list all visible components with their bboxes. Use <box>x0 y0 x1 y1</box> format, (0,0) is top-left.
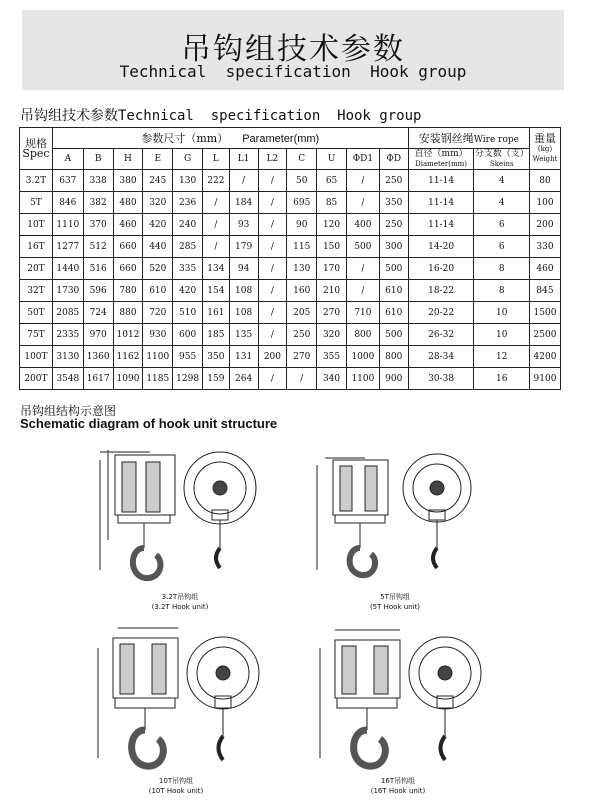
table-row <box>20 280 561 302</box>
value-cell: 1277 <box>52 236 83 258</box>
col-header: A <box>52 149 83 170</box>
value-cell: 11-14 <box>408 214 474 236</box>
value-cell: 600 <box>173 324 203 346</box>
value-cell: 270 <box>287 346 317 368</box>
col-header: L2 <box>258 149 287 170</box>
value-cell: 6 <box>474 236 530 258</box>
value-cell: 610 <box>379 302 408 324</box>
value-cell: 520 <box>143 258 173 280</box>
value-cell: 9100 <box>530 368 561 390</box>
value-cell: 18-22 <box>408 280 474 302</box>
diameter-header-cn: 直径（mm） <box>414 149 468 159</box>
col-header: L1 <box>229 149 258 170</box>
value-cell: 320 <box>143 192 173 214</box>
value-cell: 510 <box>173 302 203 324</box>
value-cell: 185 <box>203 324 230 346</box>
value-cell: 420 <box>143 214 173 236</box>
value-cell: 108 <box>229 302 258 324</box>
figure-caption-cn: 3.2T吊钩组 <box>161 593 199 601</box>
value-cell: 85 <box>317 192 347 214</box>
skeins-header <box>474 149 530 170</box>
value-cell: 205 <box>287 302 317 324</box>
value-cell: 131 <box>229 346 258 368</box>
figure-caption-en: (10T Hook unit) <box>148 787 204 795</box>
value-cell: 1500 <box>530 302 561 324</box>
value-cell: 420 <box>173 280 203 302</box>
spec-cell: 20T <box>20 258 53 280</box>
value-cell: 200 <box>530 214 561 236</box>
value-cell: 250 <box>287 324 317 346</box>
value-cell: 610 <box>379 280 408 302</box>
table-row <box>20 170 561 192</box>
value-cell: 12 <box>474 346 530 368</box>
value-cell: 1298 <box>173 368 203 390</box>
header-banner <box>22 10 564 90</box>
diagram-title-en: Schematic diagram of hook unit structure <box>20 416 278 431</box>
value-cell: 320 <box>317 324 347 346</box>
value-cell: 161 <box>203 302 230 324</box>
value-cell: 720 <box>143 302 173 324</box>
value-cell: / <box>203 192 230 214</box>
value-cell: 1110 <box>52 214 83 236</box>
value-cell: 264 <box>229 368 258 390</box>
value-cell: 11-14 <box>408 192 474 214</box>
value-cell: 1000 <box>346 346 379 368</box>
value-cell: 440 <box>143 236 173 258</box>
spec-cell: 16T <box>20 236 53 258</box>
value-cell: 1090 <box>113 368 143 390</box>
value-cell: 350 <box>379 192 408 214</box>
value-cell: / <box>346 192 379 214</box>
value-cell: 500 <box>346 236 379 258</box>
weight-header-en: Weight <box>532 154 558 163</box>
value-cell: 610 <box>143 280 173 302</box>
value-cell: 100 <box>530 192 561 214</box>
value-cell: 1360 <box>83 346 113 368</box>
wire-header-cn: 安装钢丝绳 <box>418 132 474 145</box>
value-cell: 3130 <box>52 346 83 368</box>
diagram-title-cn: 吊钩组结构示意图 <box>20 404 117 418</box>
value-cell: 26-32 <box>408 324 474 346</box>
value-cell: 65 <box>317 170 347 192</box>
value-cell: 4 <box>474 170 530 192</box>
value-cell: 8 <box>474 280 530 302</box>
value-cell: 1100 <box>346 368 379 390</box>
value-cell: 500 <box>379 324 408 346</box>
value-cell: 16-20 <box>408 258 474 280</box>
value-cell: 596 <box>83 280 113 302</box>
value-cell: 380 <box>113 170 143 192</box>
value-cell: 460 <box>530 258 561 280</box>
value-cell: 340 <box>317 368 347 390</box>
value-cell: 4 <box>474 192 530 214</box>
value-cell: 6 <box>474 214 530 236</box>
value-cell: 154 <box>203 280 230 302</box>
value-cell: 2335 <box>52 324 83 346</box>
value-cell: 930 <box>143 324 173 346</box>
value-cell: 970 <box>83 324 113 346</box>
value-cell: 500 <box>379 258 408 280</box>
value-cell: / <box>346 258 379 280</box>
wire-header <box>408 128 529 149</box>
value-cell: / <box>258 368 287 390</box>
value-cell: 8 <box>474 258 530 280</box>
value-cell: 160 <box>287 280 317 302</box>
col-header: ΦD1 <box>346 149 379 170</box>
value-cell: 11-14 <box>408 170 474 192</box>
table-row <box>20 368 561 390</box>
value-cell: 800 <box>379 346 408 368</box>
value-cell: 880 <box>113 302 143 324</box>
weight-header-cn: 重量 <box>534 131 556 145</box>
figure-caption-en: (5T Hook unit) <box>369 603 421 611</box>
col-header: B <box>83 149 113 170</box>
value-cell: 240 <box>173 214 203 236</box>
table-row <box>20 236 561 258</box>
value-cell: 245 <box>143 170 173 192</box>
param-header-cn: 参数尺寸（mm） <box>141 132 229 145</box>
value-cell: 780 <box>113 280 143 302</box>
spec-cell: 200T <box>20 368 53 390</box>
banner-title-cn: 吊钩组技术参数 <box>181 32 405 67</box>
col-header: C <box>287 149 317 170</box>
value-cell: 1100 <box>143 346 173 368</box>
value-cell: 130 <box>287 258 317 280</box>
value-cell: 330 <box>530 236 561 258</box>
spec-table <box>19 127 561 390</box>
value-cell: 200 <box>258 346 287 368</box>
value-cell: 130 <box>173 170 203 192</box>
value-cell: 516 <box>83 258 113 280</box>
table-title-en: Technical specification Hook group <box>118 108 422 124</box>
value-cell: 115 <box>287 236 317 258</box>
figure-caption-3-2t <box>120 592 240 612</box>
diameter-header <box>408 149 474 170</box>
table-row <box>20 192 561 214</box>
value-cell: 134 <box>203 258 230 280</box>
param-header <box>52 128 408 149</box>
spec-cell: 50T <box>20 302 53 324</box>
weight-header <box>530 128 561 170</box>
value-cell: 270 <box>317 302 347 324</box>
figure-caption-cn: 10T吊钩组 <box>158 777 194 785</box>
value-cell: 250 <box>379 214 408 236</box>
spec-cell: 5T <box>20 192 53 214</box>
value-cell: / <box>346 280 379 302</box>
value-cell: / <box>287 368 317 390</box>
value-cell: 236 <box>173 192 203 214</box>
value-cell: / <box>258 170 287 192</box>
value-cell: 845 <box>530 280 561 302</box>
value-cell: / <box>258 280 287 302</box>
value-cell: 28-34 <box>408 346 474 368</box>
value-cell: 2085 <box>52 302 83 324</box>
value-cell: 285 <box>173 236 203 258</box>
hook-unit-drawing-16t <box>310 618 490 795</box>
figure-caption-cn: 16T吊钩组 <box>380 777 416 785</box>
figure-caption-10t <box>116 776 236 796</box>
spec-cell: 10T <box>20 214 53 236</box>
diameter-header-en: Diameter(mm) <box>415 160 467 168</box>
value-cell: 179 <box>229 236 258 258</box>
value-cell: 14-20 <box>408 236 474 258</box>
value-cell: 50 <box>287 170 317 192</box>
value-cell: / <box>258 192 287 214</box>
value-cell: 3548 <box>52 368 83 390</box>
col-header: G <box>173 149 203 170</box>
table-row <box>20 302 561 324</box>
spec-header-cn: 规格 <box>24 136 47 150</box>
value-cell: 800 <box>346 324 379 346</box>
value-cell: 660 <box>113 258 143 280</box>
weight-header-unit: (kg) <box>537 144 553 153</box>
skeins-header-cn: 分支数（支） <box>474 149 529 159</box>
value-cell: / <box>346 170 379 192</box>
value-cell: / <box>203 236 230 258</box>
col-header: E <box>143 149 173 170</box>
table-title <box>20 105 421 125</box>
value-cell: 338 <box>83 170 113 192</box>
value-cell: 1162 <box>113 346 143 368</box>
value-cell: / <box>229 170 258 192</box>
value-cell: 1440 <box>52 258 83 280</box>
value-cell: 900 <box>379 368 408 390</box>
value-cell: 400 <box>346 214 379 236</box>
value-cell: 710 <box>346 302 379 324</box>
value-cell: 2500 <box>530 324 561 346</box>
value-cell: / <box>258 302 287 324</box>
value-cell: / <box>203 214 230 236</box>
col-header: ΦD <box>379 149 408 170</box>
value-cell: 150 <box>317 236 347 258</box>
value-cell: 159 <box>203 368 230 390</box>
spec-cell: 32T <box>20 280 53 302</box>
value-cell: 135 <box>229 324 258 346</box>
figure-caption-5t <box>335 592 455 612</box>
value-cell: 382 <box>83 192 113 214</box>
value-cell: 90 <box>287 214 317 236</box>
wire-header-en: Wire rope <box>473 135 519 145</box>
value-cell: 350 <box>203 346 230 368</box>
value-cell: 300 <box>379 236 408 258</box>
spec-cell: 100T <box>20 346 53 368</box>
value-cell: 660 <box>113 236 143 258</box>
value-cell: 10 <box>474 302 530 324</box>
value-cell: 955 <box>173 346 203 368</box>
value-cell: 93 <box>229 214 258 236</box>
value-cell: 120 <box>317 214 347 236</box>
value-cell: 512 <box>83 236 113 258</box>
table-row <box>20 214 561 236</box>
value-cell: / <box>258 258 287 280</box>
col-header: H <box>113 149 143 170</box>
value-cell: / <box>258 236 287 258</box>
banner-title-en: Technical specification Hook group <box>119 62 467 81</box>
value-cell: 695 <box>287 192 317 214</box>
table-row <box>20 324 561 346</box>
hook-unit-drawing-10t <box>88 618 268 795</box>
hook-unit-drawing-5t <box>305 440 485 611</box>
figure-caption-cn: 5T吊钩组 <box>380 593 410 601</box>
value-cell: 1617 <box>83 368 113 390</box>
param-header-en: Parameter(mm) <box>242 133 320 145</box>
value-cell: 210 <box>317 280 347 302</box>
table-row <box>20 258 561 280</box>
value-cell: 170 <box>317 258 347 280</box>
value-cell: 94 <box>229 258 258 280</box>
value-cell: 184 <box>229 192 258 214</box>
value-cell: 10 <box>474 324 530 346</box>
value-cell: 80 <box>530 170 561 192</box>
figure-caption-16t <box>338 776 458 796</box>
spec-cell: 75T <box>20 324 53 346</box>
col-header: L <box>203 149 230 170</box>
value-cell: 20-22 <box>408 302 474 324</box>
value-cell: 222 <box>203 170 230 192</box>
value-cell: / <box>258 324 287 346</box>
figure-caption-en: (3.2T Hook unit) <box>151 603 209 611</box>
spec-table-body <box>20 170 561 390</box>
value-cell: / <box>258 214 287 236</box>
value-cell: 480 <box>113 192 143 214</box>
value-cell: 1012 <box>113 324 143 346</box>
spec-cell: 3.2T <box>20 170 53 192</box>
value-cell: 460 <box>113 214 143 236</box>
value-cell: 1730 <box>52 280 83 302</box>
value-cell: 16 <box>474 368 530 390</box>
value-cell: 724 <box>83 302 113 324</box>
value-cell: 250 <box>379 170 408 192</box>
value-cell: 30-38 <box>408 368 474 390</box>
value-cell: 355 <box>317 346 347 368</box>
value-cell: 4200 <box>530 346 561 368</box>
value-cell: 108 <box>229 280 258 302</box>
table-row <box>20 346 561 368</box>
value-cell: 1185 <box>143 368 173 390</box>
value-cell: 637 <box>52 170 83 192</box>
value-cell: 846 <box>52 192 83 214</box>
figure-caption-en: (16T Hook unit) <box>370 787 426 795</box>
skeins-header-en: Skeins <box>489 160 514 168</box>
value-cell: 335 <box>173 258 203 280</box>
hook-unit-drawing-3-2t <box>90 440 270 611</box>
spec-header <box>20 128 53 170</box>
value-cell: 370 <box>83 214 113 236</box>
spec-header-en: Spec <box>22 146 50 160</box>
table-title-cn: 吊钩组技术参数 <box>20 108 118 124</box>
col-header: U <box>317 149 347 170</box>
